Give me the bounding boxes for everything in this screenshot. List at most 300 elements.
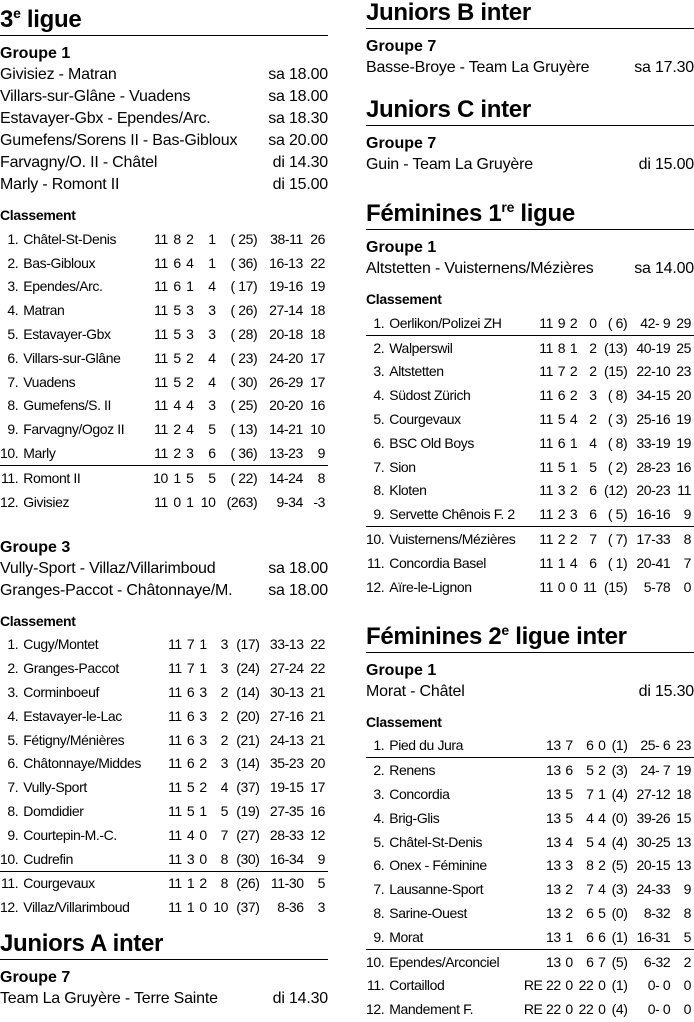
match-time: sa 18.00 xyxy=(268,581,328,599)
table-row xyxy=(0,417,328,441)
cell-goals: 20-20 xyxy=(269,397,303,414)
cell-wins: 6 xyxy=(557,434,566,451)
cell-penalty: (1) xyxy=(609,925,631,949)
standings-table xyxy=(366,734,694,1022)
cell-team: Bas-Gibloux xyxy=(23,254,96,271)
cell-rank: 5. xyxy=(7,731,19,748)
cell-penalty: (3) xyxy=(611,881,628,898)
cell-draws: 1 xyxy=(569,434,578,451)
cell-penalty: (14) xyxy=(236,755,260,772)
table-row xyxy=(366,527,694,551)
cell-points: 11 xyxy=(677,482,691,499)
match-time: di 15.00 xyxy=(272,176,328,193)
cell-rank: 2. xyxy=(373,339,385,356)
cell-wins: 1 xyxy=(186,899,195,916)
cell-wins: 7 xyxy=(186,636,195,653)
cell-rank: 3. xyxy=(7,684,19,701)
cell-played: 11 xyxy=(168,660,182,677)
table-row xyxy=(0,656,328,680)
cell-team: Farvagny/Ogoz II xyxy=(23,421,125,438)
cell-rank: 5. xyxy=(373,411,385,428)
cell-losses: 7 xyxy=(589,531,597,548)
cell-goals: 27-14 xyxy=(269,302,303,319)
cell-rank: 7. xyxy=(373,458,385,475)
cell-played: 13 xyxy=(517,925,563,949)
cell-points: 22 xyxy=(310,636,325,653)
match-list xyxy=(0,64,328,196)
cell-penalty: ( 36) xyxy=(219,441,261,465)
cell-losses: 2 xyxy=(220,684,229,701)
match-list xyxy=(366,154,694,176)
match-row xyxy=(0,558,328,580)
cell-goals: 11-30 xyxy=(270,875,304,892)
match-teams: Morat - Châtel xyxy=(366,682,465,700)
cell-wins: 6 xyxy=(557,387,566,404)
cell-losses: 4 xyxy=(589,434,597,451)
cell-draws: 22 xyxy=(578,977,594,994)
match-time: sa 18.00 xyxy=(268,559,328,577)
group-title: Groupe 7 xyxy=(366,38,437,55)
cell-points: 21 xyxy=(310,731,325,748)
table-row xyxy=(366,734,694,758)
cell-losses: 4 xyxy=(220,779,229,796)
cell-played: 11 xyxy=(154,302,168,319)
cell-losses: 4 xyxy=(208,373,216,390)
cell-wins: 0 xyxy=(557,578,566,595)
cell-rank: 11. xyxy=(1,875,19,892)
cell-rank: 8. xyxy=(373,905,385,922)
cell-penalty: (21) xyxy=(236,731,260,748)
cell-goals: 30-25 xyxy=(636,833,671,850)
cell-goals: 28-23 xyxy=(636,458,671,475)
cell-rank: 9. xyxy=(7,826,19,843)
cell-goals: 24- 7 xyxy=(640,762,671,779)
cell-draws: 3 xyxy=(199,731,207,748)
cell-goals: 27-35 xyxy=(269,803,304,820)
cell-played: 11 xyxy=(168,636,182,653)
cell-goals: 27-12 xyxy=(636,786,671,803)
cell-played: 11 xyxy=(168,899,182,916)
cell-points: 0 xyxy=(683,977,691,994)
cell-points: 12 xyxy=(310,826,325,843)
cell-rank: 3. xyxy=(373,363,385,380)
cell-losses: 4 xyxy=(208,278,216,295)
cell-points: 20 xyxy=(676,387,691,404)
cell-wins: 6 xyxy=(173,254,181,271)
cell-losses: 0 xyxy=(598,977,606,994)
cell-rank: 7. xyxy=(373,881,385,898)
cell-team: Corminboeuf xyxy=(23,684,100,701)
cell-rank: 10. xyxy=(0,847,21,871)
cell-penalty: (263) xyxy=(226,493,258,510)
table-row xyxy=(0,441,328,465)
cell-losses: 0 xyxy=(598,1001,606,1018)
match-time: sa 18.30 xyxy=(268,110,328,127)
table-row xyxy=(0,227,328,251)
cell-rank: 10. xyxy=(0,441,21,465)
cell-losses: 1 xyxy=(208,254,216,271)
match-teams: Vully-Sport - Villaz/Villarimboud xyxy=(0,559,216,577)
cell-team: Südost Zürich xyxy=(389,387,471,404)
cell-played: 11 xyxy=(539,387,554,404)
cell-rank: 4. xyxy=(373,809,385,826)
table-row xyxy=(366,901,694,925)
cell-wins: 5 xyxy=(565,809,573,826)
table-row xyxy=(0,775,328,799)
table-row xyxy=(366,830,694,854)
section-title: Juniors A inter xyxy=(0,931,328,960)
cell-losses: 0 xyxy=(596,734,608,758)
cell-losses: 3 xyxy=(220,660,229,677)
cell-penalty: ( 2) xyxy=(607,458,628,475)
cell-penalty: (19) xyxy=(236,803,260,820)
cell-goals: 6-32 xyxy=(643,953,671,970)
cell-losses: 4 xyxy=(598,881,606,898)
match-row xyxy=(0,130,328,152)
table-row xyxy=(0,847,328,871)
cell-wins: 6 xyxy=(186,731,195,748)
cell-losses: 3 xyxy=(208,302,216,319)
cell-played: 11 xyxy=(154,230,168,247)
cell-wins: 7 xyxy=(186,660,195,677)
cell-wins: 2 xyxy=(565,905,573,922)
table-row xyxy=(366,877,694,901)
match-row xyxy=(0,86,328,108)
match-time: di 15.00 xyxy=(638,156,694,173)
cell-team: Cugy/Montet xyxy=(23,636,99,653)
cell-draws: 0 xyxy=(197,847,209,871)
cell-goals: 16-34 xyxy=(263,847,307,871)
cell-team: Domdidier xyxy=(23,803,84,820)
table-row xyxy=(366,925,694,949)
cell-played: 13 xyxy=(545,833,561,850)
table-row xyxy=(366,806,694,830)
cell-wins: 6 xyxy=(186,707,195,724)
cell-goals: 16-13 xyxy=(269,254,303,271)
cell-played: 11 xyxy=(168,826,182,843)
table-row xyxy=(0,752,328,776)
cell-penalty: ( 17) xyxy=(230,278,258,295)
cell-losses: 10 xyxy=(213,899,229,916)
cell-penalty: ( 8) xyxy=(607,434,628,451)
cell-draws: 2 xyxy=(186,349,194,366)
cell-rank: 4. xyxy=(7,302,19,319)
cell-team: Gumefens/S. II xyxy=(23,397,112,414)
match-row xyxy=(366,258,694,280)
cell-played: 11 xyxy=(539,482,554,499)
cell-points: 26 xyxy=(310,230,325,247)
cell-wins: 5 xyxy=(173,373,181,390)
cell-team: Aïre-le-Lignon xyxy=(389,578,472,595)
cell-points: 10 xyxy=(310,421,325,438)
match-time: di 15.30 xyxy=(638,682,694,700)
cell-played: 11 xyxy=(168,707,182,724)
cell-losses: 3 xyxy=(220,636,229,653)
cell-goals: 9-34 xyxy=(276,493,303,510)
table-row xyxy=(0,251,328,275)
cell-draws: 2 xyxy=(569,482,578,499)
cell-rank: 12. xyxy=(366,1001,385,1018)
cell-goals: 40-19 xyxy=(636,339,671,356)
cell-rank: 6. xyxy=(7,755,19,772)
cell-goals: 30-13 xyxy=(269,684,304,701)
cell-losses: 2 xyxy=(589,339,597,356)
cell-losses: 2 xyxy=(598,762,606,779)
table-row xyxy=(0,704,328,728)
cell-points: 8 xyxy=(317,469,325,486)
cell-losses: 2 xyxy=(589,363,597,380)
cell-played: 13 xyxy=(545,857,561,874)
cell-rank: 3. xyxy=(7,278,19,295)
cell-points: -3 xyxy=(313,493,325,510)
cell-played: 11 xyxy=(154,397,168,414)
section-feminines-1re-ligue xyxy=(366,194,694,599)
group-title: Groupe 1 xyxy=(366,661,437,679)
cell-points: 13 xyxy=(676,857,691,874)
match-row xyxy=(0,988,328,1010)
cell-goals: 22-10 xyxy=(636,363,671,380)
cell-points: 23 xyxy=(673,734,694,758)
cell-points: 16 xyxy=(676,458,691,475)
cell-points: 21 xyxy=(310,684,325,701)
cell-penalty: (4) xyxy=(611,1001,628,1018)
cell-played: 11 xyxy=(537,311,556,335)
cell-draws: 1 xyxy=(199,636,207,653)
cell-goals: 0- 0 xyxy=(647,977,671,994)
cell-losses: 4 xyxy=(598,833,606,850)
cell-draws: 1 xyxy=(569,458,578,475)
match-teams: Villars-sur-Glâne - Vuadens xyxy=(0,88,191,105)
table-row xyxy=(366,997,694,1021)
cell-wins: 2 xyxy=(557,531,566,548)
match-teams: Marly - Romont II xyxy=(0,176,120,193)
cell-penalty: (24) xyxy=(236,660,260,677)
cell-wins: 4 xyxy=(565,833,573,850)
section-title: Juniors C inter xyxy=(366,97,694,126)
cell-goals: 25-16 xyxy=(636,411,671,428)
cell-team: Courgevaux xyxy=(23,875,95,892)
match-time: sa 18.00 xyxy=(268,66,328,83)
cell-played: 11 xyxy=(154,254,168,271)
cell-wins: 0 xyxy=(565,1001,573,1018)
section-title: Féminines 1re ligue xyxy=(366,194,694,230)
match-teams: Basse-Broye - Team La Gruyère xyxy=(366,59,590,76)
cell-team: Cudrefin xyxy=(21,847,165,871)
cell-rank: 12. xyxy=(0,493,19,510)
cell-team: Ependes/Arconciel xyxy=(389,953,500,970)
cell-wins: 1 xyxy=(186,875,195,892)
cell-team: Villars-sur-Glâne xyxy=(23,349,121,366)
cell-wins: 3 xyxy=(565,857,573,874)
cell-points: 15 xyxy=(676,809,691,826)
table-row xyxy=(0,728,328,752)
cell-played: 11 xyxy=(539,339,554,356)
cell-points: 17 xyxy=(310,779,325,796)
cell-draws: 3 xyxy=(199,707,207,724)
cell-penalty: ( 1) xyxy=(607,554,628,571)
cell-points: 2 xyxy=(683,953,691,970)
table-row xyxy=(366,407,694,431)
cell-penalty: ( 25) xyxy=(230,230,258,247)
cell-goals: 16-16 xyxy=(630,502,673,526)
cell-wins: 5 xyxy=(557,458,566,475)
cell-wins: 5 xyxy=(557,411,566,428)
cell-played: RE 22 xyxy=(523,1001,561,1018)
match-list xyxy=(0,558,328,602)
cell-wins: 8 xyxy=(173,230,181,247)
cell-draws: 3 xyxy=(184,441,197,465)
cell-rank: 8. xyxy=(7,397,19,414)
cell-rank: 8. xyxy=(7,803,19,820)
cell-penalty: (15) xyxy=(604,578,628,595)
table-row xyxy=(366,431,694,455)
cell-draws: 2 xyxy=(186,230,194,247)
cell-goals: 27-24 xyxy=(269,660,304,677)
match-row xyxy=(0,174,328,196)
cell-draws: 2 xyxy=(199,755,207,772)
cell-played: 11 xyxy=(168,803,182,820)
cell-goals: 16-31 xyxy=(631,925,674,949)
cell-wins: 0 xyxy=(565,953,573,970)
cell-goals: 24-13 xyxy=(269,731,304,748)
classement-title: Classement xyxy=(0,612,76,629)
match-teams: Gumefens/Sorens II - Bas-Gibloux xyxy=(0,132,238,149)
cell-draws: 4 xyxy=(186,254,194,271)
cell-penalty: (26) xyxy=(236,875,260,892)
cell-team: Givisiez xyxy=(23,493,70,510)
cell-penalty: ( 22) xyxy=(230,469,258,486)
cell-losses: 2 xyxy=(220,707,229,724)
cell-goals: 27-16 xyxy=(269,707,304,724)
cell-team: Matran xyxy=(23,302,65,319)
cell-goals: 20-23 xyxy=(636,482,671,499)
cell-penalty: ( 28) xyxy=(230,326,258,343)
cell-rank: 1. xyxy=(7,230,19,247)
cell-points: 17 xyxy=(310,349,325,366)
cell-wins: 8 xyxy=(557,339,566,356)
section-title: Féminines 2e ligue inter xyxy=(366,617,694,653)
cell-wins: 7 xyxy=(564,734,576,758)
cell-draws: 1 xyxy=(199,803,207,820)
match-list xyxy=(366,57,694,79)
cell-wins: 4 xyxy=(173,397,181,414)
cell-team: Brig-Glis xyxy=(389,809,440,826)
cell-points: 5 xyxy=(317,875,325,892)
cell-points: 22 xyxy=(310,254,325,271)
cell-penalty: (30) xyxy=(231,847,263,871)
cell-points: 3 xyxy=(317,899,325,916)
cell-losses: 3 xyxy=(589,387,597,404)
cell-rank: 10. xyxy=(366,953,385,970)
table-row xyxy=(0,394,328,418)
cell-losses: 1 xyxy=(598,786,606,803)
cell-points: 5 xyxy=(673,925,694,949)
cell-points: 18 xyxy=(310,302,325,319)
cell-points: 7 xyxy=(683,554,691,571)
cell-points: 25 xyxy=(676,339,691,356)
match-row xyxy=(366,681,694,703)
cell-wins: 6 xyxy=(186,684,195,701)
cell-goals: 20-41 xyxy=(636,554,671,571)
cell-draws: 4 xyxy=(569,411,578,428)
section-feminines-2e-ligue-inter xyxy=(366,617,694,1022)
cell-team: Châtel-St-Denis xyxy=(23,230,117,247)
cell-rank: 10. xyxy=(366,531,385,548)
match-row xyxy=(0,580,328,602)
cell-team: Cortaillod xyxy=(389,977,445,994)
match-row xyxy=(366,57,694,79)
cell-goals: 17-33 xyxy=(636,531,671,548)
classement-title: Classement xyxy=(366,291,442,307)
match-time: sa 20.00 xyxy=(268,132,328,149)
cell-goals: 24-20 xyxy=(269,349,303,366)
cell-draws: 6 xyxy=(576,734,597,758)
cell-goals: 0- 0 xyxy=(647,1001,671,1018)
cell-rank: 5. xyxy=(7,326,19,343)
match-row xyxy=(0,64,328,86)
cell-draws: 1 xyxy=(186,493,194,510)
group-title: Groupe 7 xyxy=(0,969,71,987)
cell-losses: 6 xyxy=(580,502,599,526)
cell-played: 13 xyxy=(517,734,563,758)
cell-goals: 8-32 xyxy=(643,905,671,922)
cell-draws: 2 xyxy=(199,779,207,796)
match-time: sa 14.00 xyxy=(634,260,694,277)
cell-penalty: (37) xyxy=(236,779,260,796)
match-list xyxy=(366,258,694,280)
cell-team: Fétigny/Ménières xyxy=(23,731,125,748)
cell-rank: 12. xyxy=(366,578,385,595)
cell-points: 9 xyxy=(306,441,328,465)
cell-points: 18 xyxy=(676,786,691,803)
cell-played: 11 xyxy=(168,684,182,701)
cell-goals: 14-24 xyxy=(269,469,303,486)
table-row xyxy=(366,479,694,503)
cell-points: 29 xyxy=(673,311,694,335)
cell-losses: 6 xyxy=(589,554,597,571)
cell-team: Estavayer-le-Lac xyxy=(23,707,122,724)
standings-table xyxy=(0,633,328,920)
cell-team: Servette Chênois F. 2 xyxy=(387,502,536,526)
cell-draws: 5 xyxy=(586,762,594,779)
cell-team: Estavayer-Gbx xyxy=(23,326,111,343)
cell-penalty: ( 8) xyxy=(607,387,628,404)
table-row xyxy=(366,383,694,407)
section-juniors-c xyxy=(366,97,694,176)
cell-wins: 3 xyxy=(557,482,566,499)
cell-losses: 10 xyxy=(200,493,216,510)
cell-wins: 0 xyxy=(565,977,573,994)
table-row xyxy=(0,298,328,322)
cell-penalty: (12) xyxy=(604,482,628,499)
cell-points: 13 xyxy=(676,833,691,850)
cell-points: 22 xyxy=(310,660,325,677)
table-row xyxy=(366,782,694,806)
cell-played: 13 xyxy=(545,953,561,970)
cell-team: Vully-Sport xyxy=(23,779,87,796)
cell-losses: 1 xyxy=(208,230,216,247)
cell-losses: 7 xyxy=(598,953,606,970)
match-list xyxy=(0,988,328,1010)
cell-points: 0 xyxy=(683,1001,691,1018)
match-teams: Givisiez - Matran xyxy=(0,66,117,83)
cell-penalty: ( 7) xyxy=(607,531,628,548)
cell-losses: 4 xyxy=(208,349,216,366)
cell-penalty: ( 13) xyxy=(230,421,258,438)
match-time: di 14.30 xyxy=(272,990,328,1008)
cell-wins: 6 xyxy=(186,755,195,772)
cell-team: Courtepin-M.-C. xyxy=(23,826,117,843)
